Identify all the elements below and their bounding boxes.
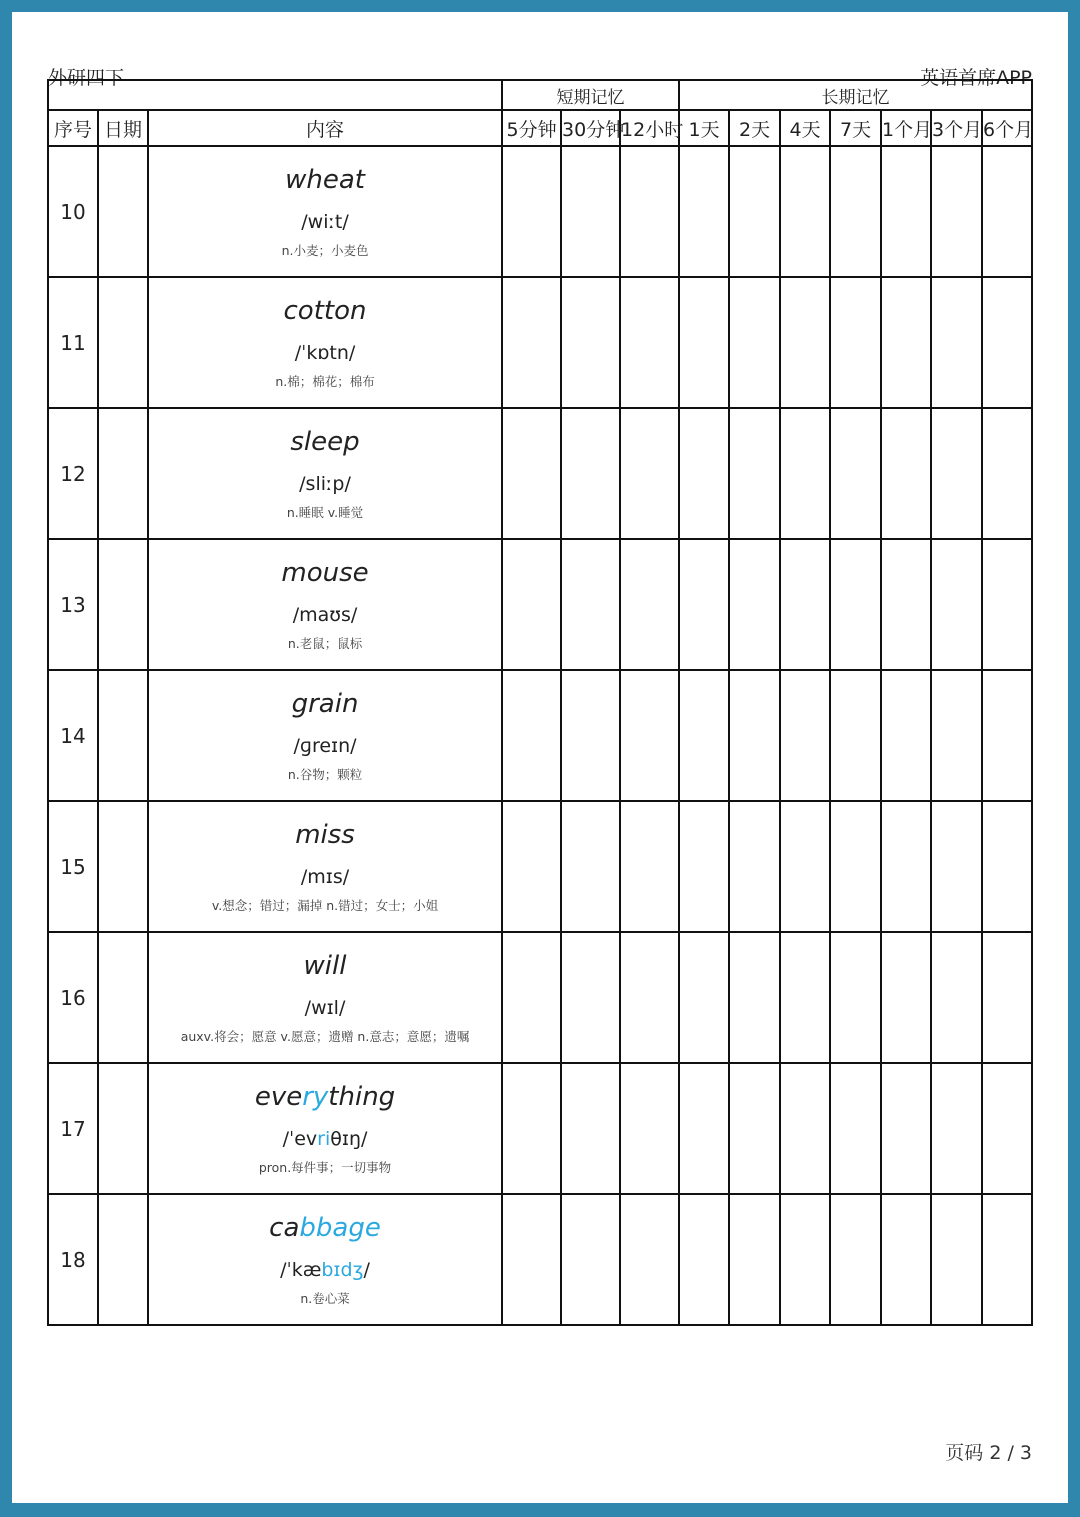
content-cell bbox=[148, 670, 502, 801]
col-head-content: 内容 bbox=[148, 110, 502, 146]
check-cell-1day[interactable] bbox=[679, 801, 729, 932]
row-number: 10 bbox=[48, 146, 98, 277]
check-cell-1month[interactable] bbox=[881, 932, 931, 1063]
check-cell-3month[interactable] bbox=[931, 670, 982, 801]
col-head-1day: 1天 bbox=[679, 110, 729, 146]
check-cell-3month[interactable] bbox=[931, 277, 982, 408]
check-cell-3month[interactable] bbox=[931, 801, 982, 932]
check-cell-2day[interactable] bbox=[729, 408, 780, 539]
row-number: 13 bbox=[48, 539, 98, 670]
phonetic-highlight: ri bbox=[317, 1127, 331, 1150]
check-cell-5min[interactable] bbox=[502, 1063, 561, 1194]
col-head-date: 日期 bbox=[98, 110, 148, 146]
check-cell-7day[interactable] bbox=[830, 801, 881, 932]
check-cell-5min[interactable] bbox=[502, 277, 561, 408]
content-cell bbox=[148, 277, 502, 408]
check-cell-12h[interactable] bbox=[620, 277, 679, 408]
phonetic: /ˈkɒtn/ bbox=[294, 341, 356, 364]
check-cell-6month[interactable] bbox=[982, 670, 1032, 801]
date-cell[interactable] bbox=[98, 1063, 148, 1194]
table-row bbox=[48, 408, 1032, 539]
date-cell[interactable] bbox=[98, 932, 148, 1063]
group-head-long: 长期记忆 bbox=[679, 80, 1032, 110]
check-cell-12h[interactable] bbox=[620, 539, 679, 670]
check-cell-3month[interactable] bbox=[931, 1063, 982, 1194]
check-cell-12h[interactable] bbox=[620, 801, 679, 932]
date-cell[interactable] bbox=[98, 801, 148, 932]
check-cell-2day[interactable] bbox=[729, 1194, 780, 1325]
word-part: ca bbox=[269, 1212, 300, 1243]
vocab-word: will bbox=[303, 950, 347, 981]
check-cell-12h[interactable] bbox=[620, 1063, 679, 1194]
check-cell-5min[interactable] bbox=[502, 408, 561, 539]
check-cell-7day[interactable] bbox=[830, 1063, 881, 1194]
vocab-word: cotton bbox=[283, 295, 367, 326]
page-number: 页码 2 / 3 bbox=[945, 1442, 1032, 1464]
meaning: n.棉；棉花；棉布 bbox=[275, 373, 375, 389]
content-cell bbox=[148, 1194, 502, 1325]
check-cell-30min[interactable] bbox=[561, 146, 620, 277]
check-cell-7day[interactable] bbox=[830, 670, 881, 801]
check-cell-7day[interactable] bbox=[830, 539, 881, 670]
check-cell-3month[interactable] bbox=[931, 408, 982, 539]
check-cell-1month[interactable] bbox=[881, 1063, 931, 1194]
word-part: eve bbox=[254, 1081, 303, 1112]
check-cell-6month[interactable] bbox=[982, 146, 1032, 277]
vocab-word bbox=[149, 1213, 501, 1243]
phonetic: /ɡreɪn/ bbox=[293, 734, 357, 757]
check-cell-4day[interactable] bbox=[780, 670, 830, 801]
check-cell-2day[interactable] bbox=[729, 277, 780, 408]
table-row bbox=[48, 801, 1032, 932]
col-head-30min: 30分钟 bbox=[561, 110, 620, 146]
check-cell-7day[interactable] bbox=[830, 932, 881, 1063]
row-number: 11 bbox=[48, 277, 98, 408]
row-number: 12 bbox=[48, 408, 98, 539]
phonetic: /maʊs/ bbox=[292, 603, 358, 626]
check-cell-30min[interactable] bbox=[561, 277, 620, 408]
check-cell-12h[interactable] bbox=[620, 146, 679, 277]
table-row bbox=[48, 1063, 1032, 1194]
check-cell-1day[interactable] bbox=[679, 277, 729, 408]
check-cell-4day[interactable] bbox=[780, 539, 830, 670]
check-cell-30min[interactable] bbox=[561, 932, 620, 1063]
check-cell-3month[interactable] bbox=[931, 146, 982, 277]
check-cell-1month[interactable] bbox=[881, 277, 931, 408]
col-head-6month: 6个月 bbox=[982, 110, 1032, 146]
check-cell-3month[interactable] bbox=[931, 539, 982, 670]
content-cell bbox=[148, 1063, 502, 1194]
check-cell-5min[interactable] bbox=[502, 539, 561, 670]
col-head-num: 序号 bbox=[48, 110, 98, 146]
check-cell-4day[interactable] bbox=[780, 1063, 830, 1194]
check-cell-1day[interactable] bbox=[679, 670, 729, 801]
check-cell-3month[interactable] bbox=[931, 932, 982, 1063]
check-cell-7day[interactable] bbox=[830, 1194, 881, 1325]
check-cell-6month[interactable] bbox=[982, 801, 1032, 932]
check-cell-1month[interactable] bbox=[881, 539, 931, 670]
check-cell-12h[interactable] bbox=[620, 670, 679, 801]
check-cell-30min[interactable] bbox=[561, 1063, 620, 1194]
check-cell-1day[interactable] bbox=[679, 1194, 729, 1325]
meaning: auxv.将会；愿意 v.愿意；遗赠 n.意志；意愿；遗嘱 bbox=[180, 1028, 470, 1044]
check-cell-1month[interactable] bbox=[881, 146, 931, 277]
check-cell-1month[interactable] bbox=[881, 801, 931, 932]
col-head-7day: 7天 bbox=[830, 110, 881, 146]
phonetic: /sliːp/ bbox=[299, 472, 351, 495]
meaning: pron.每件事；一切事物 bbox=[258, 1159, 392, 1175]
vocab-word: sleep bbox=[290, 426, 360, 457]
check-cell-7day[interactable] bbox=[830, 146, 881, 277]
check-cell-2day[interactable] bbox=[729, 801, 780, 932]
phonetic-highlight: bɪdʒ bbox=[321, 1258, 364, 1281]
check-cell-1day[interactable] bbox=[679, 932, 729, 1063]
check-cell-30min[interactable] bbox=[561, 670, 620, 801]
header-left: 外研四下 bbox=[48, 67, 125, 89]
phonetic: /wiːt/ bbox=[301, 210, 349, 233]
check-cell-5min[interactable] bbox=[502, 670, 561, 801]
phonetic bbox=[149, 1128, 501, 1150]
worksheet-page bbox=[12, 12, 1068, 1503]
check-cell-6month[interactable] bbox=[982, 932, 1032, 1063]
check-cell-2day[interactable] bbox=[729, 539, 780, 670]
vocabulary-table bbox=[47, 79, 1033, 1326]
table-row bbox=[48, 932, 1032, 1063]
check-cell-1day[interactable] bbox=[679, 539, 729, 670]
check-cell-4day[interactable] bbox=[780, 932, 830, 1063]
phonetic-part: /ˈev bbox=[282, 1127, 318, 1150]
date-cell[interactable] bbox=[98, 146, 148, 277]
meaning: n.卷心菜 bbox=[300, 1290, 350, 1306]
check-cell-5min[interactable] bbox=[502, 801, 561, 932]
check-cell-7day[interactable] bbox=[830, 277, 881, 408]
check-cell-30min[interactable] bbox=[561, 539, 620, 670]
row-number: 16 bbox=[48, 932, 98, 1063]
check-cell-12h[interactable] bbox=[620, 408, 679, 539]
meaning: v.想念；错过；漏掉 n.错过；女士；小姐 bbox=[211, 897, 439, 913]
check-cell-5min[interactable] bbox=[502, 146, 561, 277]
check-cell-6month[interactable] bbox=[982, 1194, 1032, 1325]
col-head-2day: 2天 bbox=[729, 110, 780, 146]
table-row bbox=[48, 670, 1032, 801]
check-cell-6month[interactable] bbox=[982, 277, 1032, 408]
vocab-word: grain bbox=[291, 688, 359, 719]
content-cell bbox=[148, 408, 502, 539]
content-cell bbox=[148, 932, 502, 1063]
vocab-word bbox=[149, 1082, 501, 1112]
check-cell-4day[interactable] bbox=[780, 1194, 830, 1325]
group-head-blank bbox=[48, 80, 502, 110]
check-cell-6month[interactable] bbox=[982, 1063, 1032, 1194]
col-head-1month: 1个月 bbox=[881, 110, 931, 146]
vocab-word: wheat bbox=[285, 164, 365, 195]
check-cell-6month[interactable] bbox=[982, 539, 1032, 670]
col-head-4day: 4天 bbox=[780, 110, 830, 146]
check-cell-1day[interactable] bbox=[679, 1063, 729, 1194]
content-cell bbox=[148, 539, 502, 670]
check-cell-1day[interactable] bbox=[679, 408, 729, 539]
meaning: n.小麦；小麦色 bbox=[281, 242, 369, 258]
date-cell[interactable] bbox=[98, 670, 148, 801]
check-cell-1day[interactable] bbox=[679, 146, 729, 277]
vocab-word: mouse bbox=[281, 557, 369, 588]
phonetic-part: /ˈkæ bbox=[280, 1258, 322, 1281]
date-cell[interactable] bbox=[98, 277, 148, 408]
row-number: 14 bbox=[48, 670, 98, 801]
check-cell-2day[interactable] bbox=[729, 146, 780, 277]
table-row bbox=[48, 277, 1032, 408]
date-cell[interactable] bbox=[98, 539, 148, 670]
row-number: 17 bbox=[48, 1063, 98, 1194]
check-cell-6month[interactable] bbox=[982, 408, 1032, 539]
date-cell[interactable] bbox=[98, 408, 148, 539]
check-cell-12h[interactable] bbox=[620, 932, 679, 1063]
check-cell-4day[interactable] bbox=[780, 801, 830, 932]
check-cell-30min[interactable] bbox=[561, 1194, 620, 1325]
table-row bbox=[48, 539, 1032, 670]
date-cell[interactable] bbox=[98, 1194, 148, 1325]
meaning: n.老鼠；鼠标 bbox=[287, 635, 363, 651]
header-right: 英语首席APP bbox=[920, 67, 1032, 89]
content-cell bbox=[148, 146, 502, 277]
check-cell-2day[interactable] bbox=[729, 1063, 780, 1194]
phonetic: /mɪs/ bbox=[300, 865, 350, 888]
row-number: 18 bbox=[48, 1194, 98, 1325]
col-head-5min: 5分钟 bbox=[502, 110, 561, 146]
check-cell-2day[interactable] bbox=[729, 932, 780, 1063]
check-cell-5min[interactable] bbox=[502, 1194, 561, 1325]
check-cell-30min[interactable] bbox=[561, 801, 620, 932]
table-row bbox=[48, 1194, 1032, 1325]
phonetic-part: θɪŋ/ bbox=[330, 1127, 368, 1150]
check-cell-30min[interactable] bbox=[561, 408, 620, 539]
phonetic bbox=[149, 1259, 501, 1281]
phonetic-part: / bbox=[363, 1258, 370, 1281]
row-number: 15 bbox=[48, 801, 98, 932]
check-cell-12h[interactable] bbox=[620, 1194, 679, 1325]
check-cell-1month[interactable] bbox=[881, 408, 931, 539]
meaning: n.睡眠 v.睡觉 bbox=[286, 504, 364, 520]
table-row bbox=[48, 146, 1032, 277]
phonetic: /wɪl/ bbox=[304, 996, 346, 1019]
group-head-short: 短期记忆 bbox=[502, 80, 679, 110]
check-cell-5min[interactable] bbox=[502, 932, 561, 1063]
check-cell-7day[interactable] bbox=[830, 408, 881, 539]
col-head-3month: 3个月 bbox=[931, 110, 982, 146]
col-head-12h: 12小时 bbox=[620, 110, 679, 146]
check-cell-3month[interactable] bbox=[931, 1194, 982, 1325]
check-cell-1month[interactable] bbox=[881, 670, 931, 801]
check-cell-1month[interactable] bbox=[881, 1194, 931, 1325]
check-cell-2day[interactable] bbox=[729, 670, 780, 801]
content-cell bbox=[148, 801, 502, 932]
word-highlight: bbage bbox=[299, 1212, 381, 1243]
meaning: n.谷物；颗粒 bbox=[287, 766, 363, 782]
vocab-word: miss bbox=[295, 819, 355, 850]
check-cell-4day[interactable] bbox=[780, 146, 830, 277]
check-cell-4day[interactable] bbox=[780, 277, 830, 408]
word-part: thing bbox=[328, 1081, 396, 1112]
check-cell-4day[interactable] bbox=[780, 408, 830, 539]
word-highlight: ry bbox=[302, 1081, 329, 1112]
